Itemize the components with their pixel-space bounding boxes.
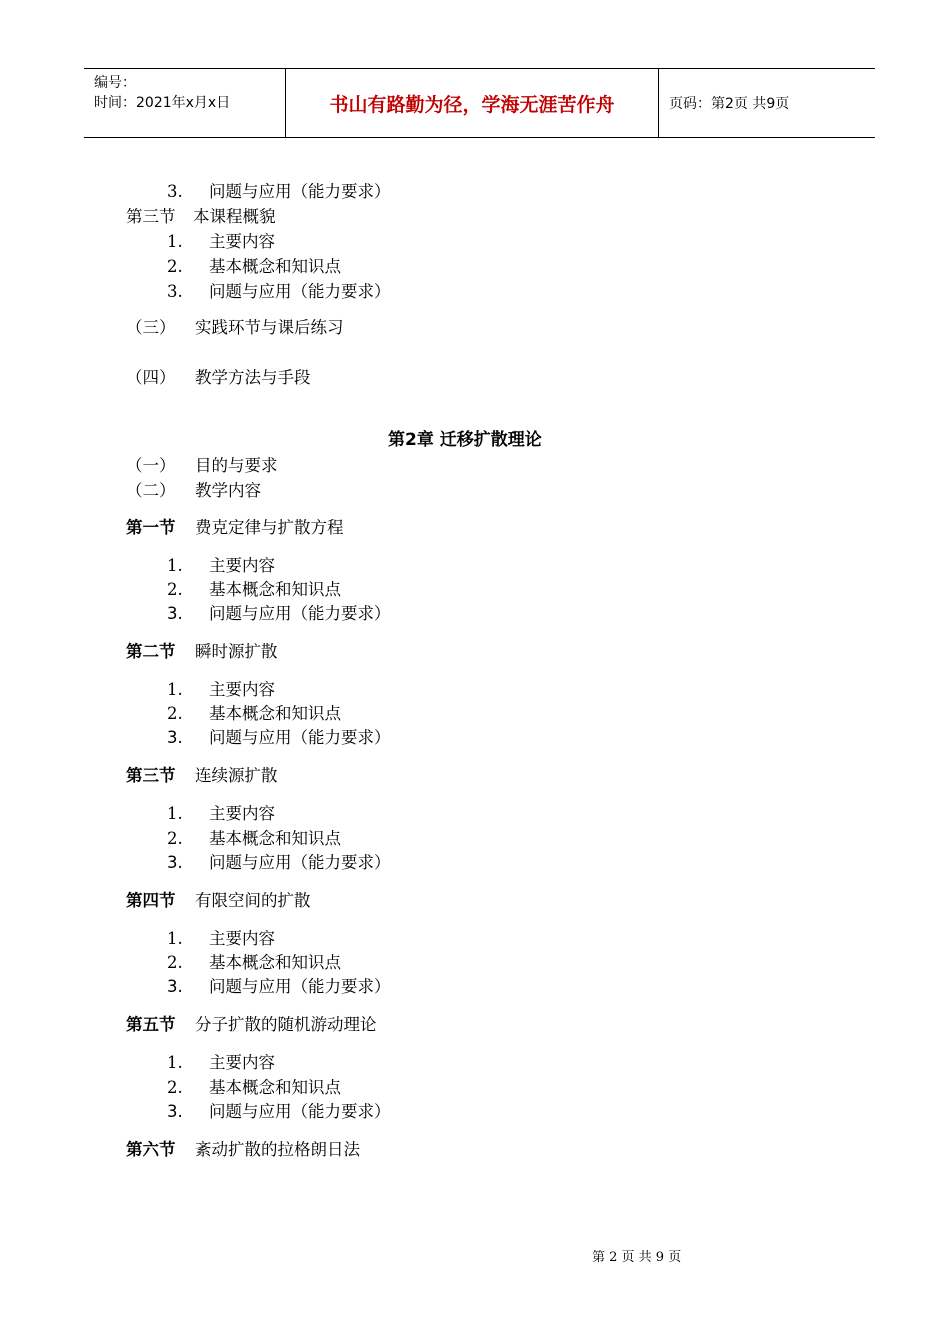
item-text: 问题与应用（能力要求）	[209, 182, 391, 201]
item-text: 基本概念和知识点	[209, 829, 341, 848]
part-label: （一）	[126, 456, 176, 475]
date-label: 时间：2021年x月x日	[94, 95, 231, 111]
item-text: 主要内容	[209, 680, 275, 699]
item-number: 3.	[167, 1102, 183, 1121]
item-text: 主要内容	[209, 804, 275, 823]
item-number: 2.	[167, 580, 183, 599]
page-footer: 第 2 页 共 9 页	[592, 1250, 682, 1265]
item-number: 1.	[167, 929, 183, 948]
section-title: 连续源扩散	[195, 766, 278, 785]
item-text: 问题与应用（能力要求）	[209, 728, 391, 747]
section-label: 第三节	[126, 766, 176, 785]
header-motto: 书山有路勤为径，学海无涯苦作舟	[286, 69, 659, 137]
section-title: 分子扩散的随机游动理论	[195, 1015, 377, 1034]
item-text: 基本概念和知识点	[209, 704, 341, 723]
part-label: （二）	[126, 481, 176, 500]
part-title: 教学方法与手段	[195, 368, 311, 387]
part-label: （三）	[126, 318, 176, 337]
item-text: 问题与应用（能力要求）	[209, 604, 391, 623]
item-number: 1.	[167, 804, 183, 823]
item-text: 问题与应用（能力要求）	[209, 977, 391, 996]
item-number: 1.	[167, 556, 183, 575]
section-label: 第四节	[126, 891, 176, 910]
section-label: 第一节	[126, 518, 176, 537]
part-label: （四）	[126, 368, 176, 387]
item-text: 基本概念和知识点	[209, 1078, 341, 1097]
item-number: 1.	[167, 1053, 183, 1072]
item-number: 3.	[167, 182, 183, 201]
item-number: 2.	[167, 704, 183, 723]
item-text: 基本概念和知识点	[209, 257, 341, 276]
part-title: 实践环节与课后练习	[195, 318, 344, 337]
part-title: 目的与要求	[195, 456, 278, 475]
section-label: 第六节	[126, 1140, 176, 1159]
item-text: 问题与应用（能力要求）	[209, 1102, 391, 1121]
chapter-title: 第2章 迁移扩散理论	[388, 430, 542, 450]
item-number: 3.	[167, 977, 183, 996]
header-page-label: 页码：第2页 共9页	[669, 96, 790, 112]
item-text: 主要内容	[209, 232, 275, 251]
page-header	[84, 68, 875, 138]
item-number: 2.	[167, 829, 183, 848]
item-number: 2.	[167, 257, 183, 276]
part-title: 教学内容	[195, 481, 261, 500]
section-label: 第三节	[126, 207, 176, 226]
section-label: 第二节	[126, 642, 176, 661]
section-title: 紊动扩散的拉格朗日法	[195, 1140, 360, 1159]
item-number: 1.	[167, 680, 183, 699]
item-text: 基本概念和知识点	[209, 953, 341, 972]
serial-label: 编号：	[94, 75, 136, 91]
item-text: 主要内容	[209, 929, 275, 948]
item-text: 主要内容	[209, 556, 275, 575]
item-number: 3.	[167, 853, 183, 872]
item-text: 主要内容	[209, 1053, 275, 1072]
item-number: 1.	[167, 232, 183, 251]
item-number: 3.	[167, 604, 183, 623]
item-text: 问题与应用（能力要求）	[209, 853, 391, 872]
section-title: 有限空间的扩散	[195, 891, 311, 910]
section-title: 费克定律与扩散方程	[195, 518, 344, 537]
item-number: 2.	[167, 953, 183, 972]
section-label: 第五节	[126, 1015, 176, 1034]
item-number: 3.	[167, 728, 183, 747]
section-title: 瞬时源扩散	[195, 642, 278, 661]
item-text: 问题与应用（能力要求）	[209, 282, 391, 301]
header-meta	[84, 69, 286, 137]
section-title: 本课程概貌	[193, 207, 276, 226]
item-number: 2.	[167, 1078, 183, 1097]
item-number: 3.	[167, 282, 183, 301]
item-text: 基本概念和知识点	[209, 580, 341, 599]
